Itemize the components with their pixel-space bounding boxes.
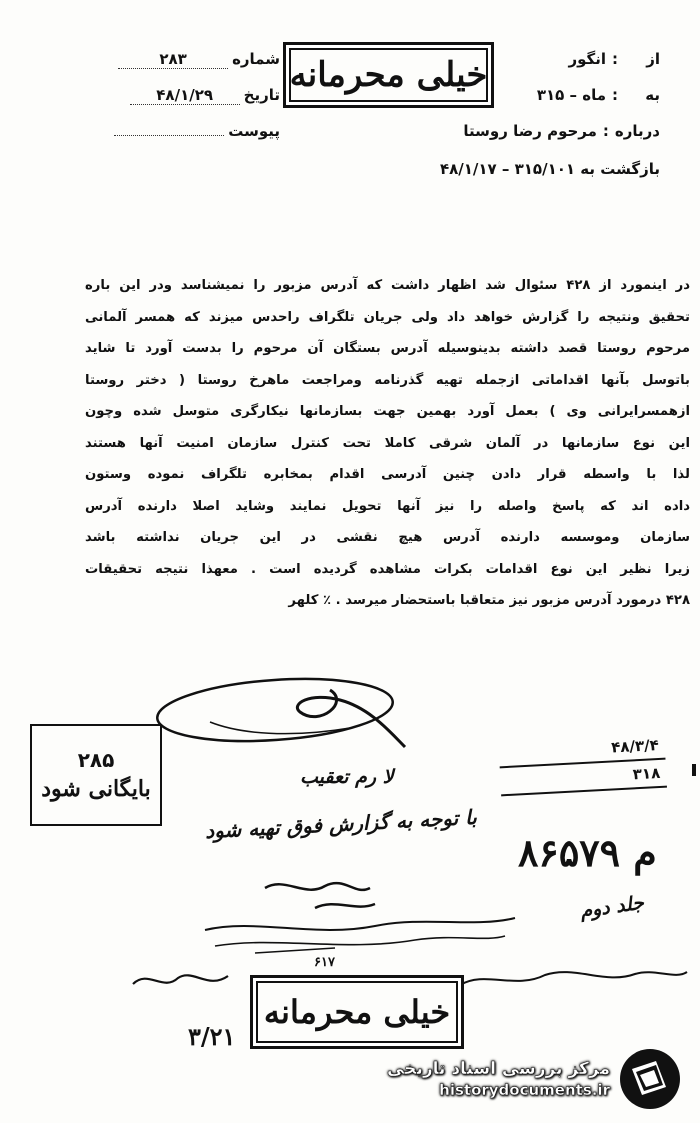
handwritten-left-scribble	[128, 964, 238, 998]
archive-stamp	[30, 724, 162, 826]
body-line: داده اند که پاسخ واصله را نیز آنها تحویل نمایند وشاید اصلا دارنده آدرس	[85, 498, 690, 514]
date-value: ۴۸/۱/۲۹	[130, 86, 240, 105]
subject-colon: :	[602, 122, 609, 140]
from-label: از	[646, 50, 660, 68]
handwritten-date: ۳/۲۱	[188, 1022, 236, 1051]
handwritten-scribbles	[195, 868, 525, 963]
archive-number: ۲۸۵	[77, 748, 115, 772]
classification-stamp-bottom: خیلی محرمانه	[250, 975, 464, 1049]
watermark-text	[387, 1059, 610, 1099]
handwritten-bottom-note	[455, 960, 690, 1000]
number-label: شماره	[232, 50, 280, 68]
to-value: ماه – ۳۱۵	[536, 86, 606, 104]
body-line: زیرا نظیر این نوع اقدامات بکرات مشاهده گردیده است . معهذا نتیجه تحقیقات	[85, 561, 690, 577]
watermark-title: مرکز بررسی اسناد تاریخی	[387, 1059, 610, 1079]
body-line: مرحوم روستا قصد داشته بدینوسیله آدرس بستگان آن مرحوم را بدست آورد تا شاید	[85, 341, 690, 356]
stamp-bottom-number: ۶۱۷	[314, 955, 335, 970]
registry-date: ۴۸/۳/۴	[610, 736, 660, 757]
date-row	[100, 86, 280, 122]
body-line: ازهمسرایرانی وی ) بعمل آورد بهمین جهت بسازمانها نیکارگری متوسل شده وچون	[85, 404, 690, 419]
registry-number: ۳۱۸	[632, 763, 661, 784]
header-reference-block	[100, 50, 280, 158]
attachment-row	[100, 122, 280, 158]
subject-label: درباره	[614, 122, 660, 140]
classification-stamp: خیلی محرمانه	[283, 42, 494, 108]
letter-body	[85, 270, 690, 617]
signature-scribble	[150, 672, 420, 762]
number-value: ۲۸۳	[118, 50, 228, 69]
body-line: لذا با واسطه قرار دادن چنین آدرسی اقدام بمخابره تلگراف نموده وستون	[85, 467, 690, 482]
body-line: تحقیق ونتیجه را گزارش خواهد داد ولی جریان تلگراف راحدس میزند که همسر آلمانی	[85, 309, 690, 325]
body-line: این نوع سازمانها در آلمان شرقی کاملا تحت کنترل سازمان امنیت آنها هستند	[85, 435, 690, 451]
to-label: به	[645, 86, 660, 104]
attachment-value	[114, 135, 224, 136]
watermark-url: historydocuments.ir	[439, 1081, 610, 1099]
handwritten-note-followup: لا رم تعقیب	[300, 766, 394, 788]
archive-text: بایگانی شود	[41, 776, 151, 802]
header-recipient-block	[450, 50, 660, 158]
from-colon: :	[612, 50, 618, 68]
body-line: در اینمورد از ۴۲۸ سئوال شد اظهار داشت که آدرس مزبور را نمیشناسد ودر این باره	[85, 278, 690, 293]
registry-stamp	[498, 732, 667, 811]
to-row	[450, 86, 660, 122]
body-line: ۴۲۸ درمورد آدرس مزبور نیز متعاقبا باستحضار میرسد . ٪ کلهر	[288, 593, 690, 608]
date-label: تاریخ	[243, 86, 280, 104]
subject-row	[450, 122, 660, 158]
number-row	[100, 50, 280, 86]
return-reference: بازگشت به ۳۱۵/۱۰۱ – ۴۸/۱/۱۷	[439, 160, 660, 178]
to-colon: :	[612, 86, 618, 104]
watermark	[387, 1047, 682, 1111]
subject-value: مرحوم رضا روستا	[463, 122, 597, 140]
handwritten-volume: جلد دوم	[578, 891, 646, 923]
document-number-handwritten: ۸۶۵۷۹ م	[518, 830, 657, 875]
from-row	[450, 50, 660, 86]
body-line: باتوسل بآنها اقداماتی ازجمله تهیه گذرنامه ومراجعت ماهرخ روستا ( دختر روستا	[85, 372, 690, 388]
edge-mark	[692, 764, 696, 776]
body-line: سازمان وموسسه دارنده آدرس هیچ نقشی در این جریان نداشته باشد	[85, 530, 690, 545]
handwritten-note-instruction: با توجه به گزارش فوق تهیه شود	[204, 804, 478, 844]
archive-logo-icon	[618, 1047, 682, 1111]
attachment-label: پیوست	[228, 122, 280, 140]
from-value: انگور	[568, 50, 606, 68]
